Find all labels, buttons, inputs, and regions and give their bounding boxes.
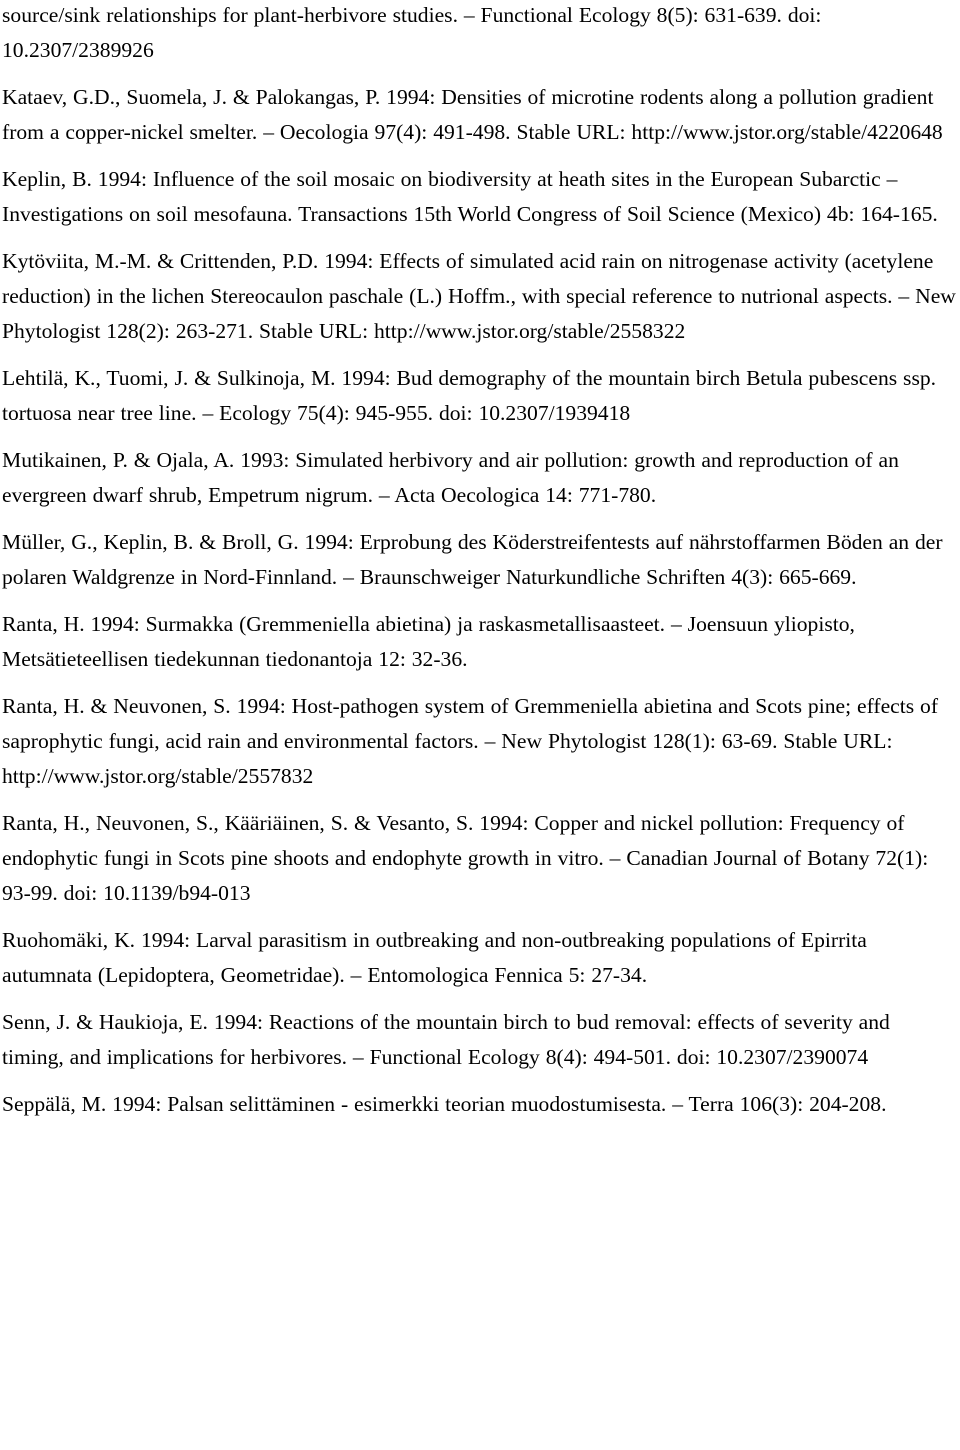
reference-entry: Kytöviita, M.-M. & Crittenden, P.D. 1994: Effects of simulated acid rain on nitrogenase activity (acetylene reduction) in the lichen Stereocaulon paschale (L.) Hoffm., with special reference to nutrional aspects. – New Phytologist 128(2): 263-271. Stable URL: http://www.jstor.org/stable/2558322 <box>2 249 956 343</box>
reference-entry: source/sink relationships for plant-herbivore studies. – Functional Ecology 8(5): 631-639. doi: 10.2307/2389926 <box>2 3 822 62</box>
reference-entry: Kataev, G.D., Suomela, J. & Palokangas, P. 1994: Densities of microtine rodents along a pollution gradient from a copper-nickel smelter. – Oecologia 97(4): 491-498. Stable URL: http://www.jstor.org/stable/4220648 <box>2 85 943 144</box>
reference-entry: Ranta, H. & Neuvonen, S. 1994: Host-pathogen system of Gremmeniella abietina and Scots pine; effects of saprophytic fungi, acid rain and environmental factors. – New Phytologist 128(1): 63-69. Stable URL: http://www.jstor.org/stable/2557832 <box>2 694 939 788</box>
reference-entry: Seppälä, M. 1994: Palsan selittäminen - esimerkki teorian muodostumisesta. – Terra 106(3): 204-208. <box>2 1092 887 1116</box>
reference-entry: Müller, G., Keplin, B. & Broll, G. 1994: Erprobung des Köderstreifentests auf nährstoffarmen Böden an der polaren Waldgrenze in Nord-Finnland. – Braunschweiger Naturkundliche Schriften 4(3): 665-669. <box>2 530 943 589</box>
reference-entry: Mutikainen, P. & Ojala, A. 1993: Simulated herbivory and air pollution: growth and reproduction of an evergreen dwarf shrub, Empetrum nigrum. – Acta Oecologica 14: 771-780. <box>2 448 899 507</box>
reference-entry: Ranta, H., Neuvonen, S., Kääriäinen, S. & Vesanto, S. 1994: Copper and nickel pollution: Frequency of endophytic fungi in Scots pine shoots and endophyte growth in vitro. – Canadian Journal of Botany 72(1): 93-99. doi: 10.1139/b94-013 <box>2 811 929 905</box>
reference-entry: Senn, J. & Haukioja, E. 1994: Reactions of the mountain birch to bud removal: effects of severity and timing, and implications for herbivores. – Functional Ecology 8(4): 494-501. doi: 10.2307/2390074 <box>2 1010 890 1069</box>
reference-entry: Ruohomäki, K. 1994: Larval parasitism in outbreaking and non-outbreaking populations of Epirrita autumnata (Lepidoptera, Geometridae). – Entomologica Fennica 5: 27-34. <box>2 928 867 987</box>
reference-entry: Ranta, H. 1994: Surmakka (Gremmeniella abietina) ja raskasmetallisaasteet. – Joensuun yliopisto, Metsätieteellisen tiedekunnan tiedonantoja 12: 32-36. <box>2 612 855 671</box>
reference-entry: Lehtilä, K., Tuomi, J. & Sulkinoja, M. 1994: Bud demography of the mountain birch Betula pubescens ssp. tortuosa near tree line. – Ecology 75(4): 945-955. doi: 10.2307/1939418 <box>2 366 937 425</box>
reference-entry: Keplin, B. 1994: Influence of the soil mosaic on biodiversity at heath sites in the European Subarctic – Investigations on soil mesofauna. Transactions 15th World Congress of Soil Science (Mexico) 4b: 164-165. <box>2 167 938 226</box>
